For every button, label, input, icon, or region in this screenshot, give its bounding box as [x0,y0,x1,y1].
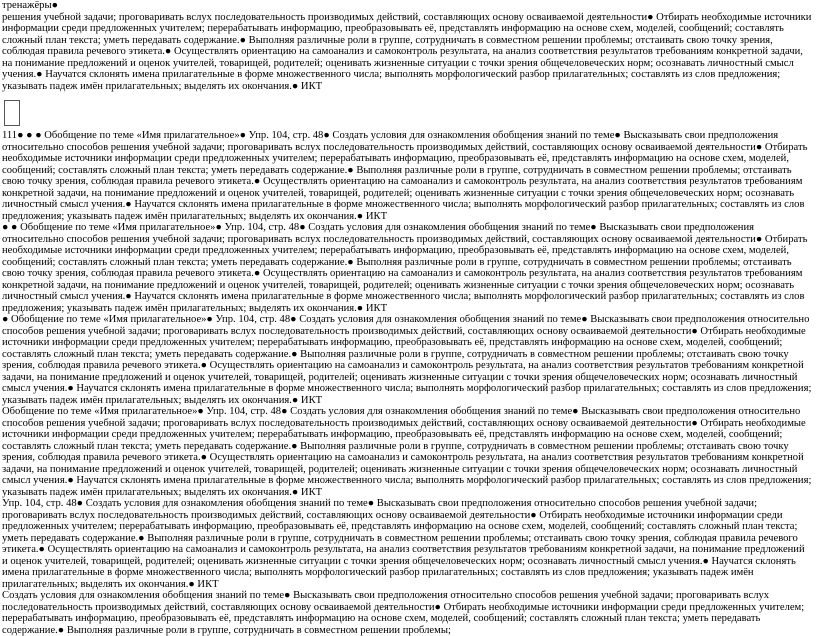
checkbox-row [2,92,812,130]
document-body [2,0,812,636]
paragraph-repeat-3: Обобщение по теме «Имя прилагательное»● Упр. 104, стр. 48● Создать условия для ознакомления обобщения знаний по теме● Высказывать свои предположения относительно способов решения учебной задачи; проговаривать вслух последовательность производимых действий, составляющих основу осваиваемой деятельности● Отбирать необходимые источники информации среди предложенных учителем; перерабатывать информацию, преобразовывать её, представлять информацию на основе схем, моделей, сообщений; составлять сложный план текста; уметь передавать содержание.● Выполняя различные роли в группе, сотрудничать в совместном решении проблемы; отстаивать свою точку зрения, соблюдая правила речевого этикета.● Осуществлять ориентацию на самоанализ и самоконтроль результата, на анализ соответствия результатов требованиям конкретной задачи, на понимание предложений и оценок учителей, товарищей, родителей; оценивать жизненные ситуации с точки зрения общечеловеческих норм; осознавать личностный смысл учения.● Научатся склонять имена прилагательные в форме множественного числа; выполнять морфологический разбор прилагательных; составлять из слов предложения; указывать падеж имён прилагательных; выделять их окончания.● ИКТ [2,406,812,498]
paragraph-repeat-2: ● Обобщение по теме «Имя прилагательное»● Упр. 104, стр. 48● Создать условия для ознакомления обобщения знаний по теме● Высказывать свои предположения относительно способов решения учебной задачи; проговаривать вслух последовательность производимых действий, составляющих основу осваиваемой деятельности● Отбирать необходимые источники информации среди предложенных учителем; перерабатывать информацию, преобразовывать её, представлять информацию на основе схем, моделей, сообщений; составлять сложный план текста; уметь передавать содержание.● Выполняя различные роли в группе, сотрудничать в совместном решении проблемы; отстаивать свою точку зрения, соблюдая правила речевого этикета.● Осуществлять ориентацию на самоанализ и самоконтроль результата, на анализ соответствия результатов требованиям конкретной задачи, на понимание предложений и оценок учителей, товарищей, родителей; оценивать жизненные ситуации с точки зрения общечеловеческих норм; осознавать личностный смысл учения.● Научатся склонять имена прилагательные в форме множественного числа; выполнять морфологический разбор прилагательных; составлять из слов предложения; указывать падеж имён прилагательных; выделять их окончания.● ИКТ [2,314,812,406]
paragraph-repeat-4: Упр. 104, стр. 48● Создать условия для ознакомления обобщения знаний по теме● Высказывать свои предположения относительно способов решения учебной задачи; проговаривать вслух последовательность производимых действий, составляющих основу осваиваемой деятельности● Отбирать необходимые источники информации среди предложенных учителем; перерабатывать информацию, преобразовывать её, представлять информацию на основе схем, моделей, сообщений; составлять сложный план текста; уметь передавать содержание.● Выполняя различные роли в группе, сотрудничать в совместном решении проблемы; отстаивать свою точку зрения, соблюдая правила речевого этикета.● Осуществлять ориентацию на самоанализ и самоконтроль результата, на анализ соответствия результатов требованиям конкретной задачи, на понимание предложений и оценок учителей, товарищей, родителей; оценивать жизненные ситуации с точки зрения общечеловеческих норм; осознавать личностный смысл учения.● Научатся склонять имена прилагательные в форме множественного числа; выполнять морфологический разбор прилагательных; составлять из слов предложения; указывать падеж имён прилагательных; выделять их окончания.● ИКТ [2,498,805,590]
paragraph-repeat-1: ● ● Обобщение по теме «Имя прилагательное»● Упр. 104, стр. 48● Создать условия для ознакомления обобщения знаний по теме● Высказывать свои предположения относительно способов решения учебной задачи; проговаривать вслух последовательность производимых действий, составляющих основу осваиваемой деятельности● Отбирать необходимые источники информации среди предложенных учителем; перерабатывать информацию, преобразовывать её, представлять информацию на основе схем, моделей, сообщений; составлять сложный план текста; уметь передавать содержание.● Выполняя различные роли в группе, сотрудничать в совместном решении проблемы; отстаивать свою точку зрения, соблюдая правила речевого этикета.● Осуществлять ориентацию на самоанализ и самоконтроль результата, на анализ соответствия результатов требованиям конкретной задачи, на понимание предложений и оценок учителей, товарищей, родителей; оценивать жизненные ситуации с точки зрения общечеловеческих норм; осознавать личностный смысл учения.● Научатся склонять имена прилагательные в форме множественного числа; выполнять морфологический разбор прилагательных; составлять из слов предложения; указывать падеж имён прилагательных; выделять их окончания.● ИКТ [2,222,808,314]
paragraph-trenazhery: тренажёры● [2,0,58,11]
checkbox-box[interactable] [4,100,20,126]
paragraph-repeat-5: Создать условия для ознакомления обобщения знаний по теме● Высказывать свои предположения относительно способов решения учебной задачи; проговаривать вслух последовательность производимых действий, составляющих основу осваиваемой деятельности● Отбирать необходимые источники информации среди предложенных учителем; перерабатывать информацию, преобразовывать её, представлять информацию на основе схем, моделей, сообщений; составлять сложный план текста; уметь передавать содержание.● Выполняя различные роли в группе, сотрудничать в совместном решении проблемы; [2,590,805,636]
paragraph-continuation: решения учебной задачи; проговаривать вслух последовательность производимых действий, составляющих основу осваиваемой деятельности● Отбирать необходимые источники информации среди предложенных учителем; перерабатывать информацию, преобразовывать её, представлять информацию на основе схем, моделей, сообщений; составлять сложный план текста; уметь передавать содержание.● Выполняя различные роли в группе, сотрудничать в совместном решении проблемы; отстаивать свою точку зрения, соблюдая правила речевого этикета.● Осуществлять ориентацию на самоанализ и самоконтроль результата, на анализ соответствия результатов требованиям конкретной задачи, на понимание предложений и оценок учителей, товарищей, родителей; оценивать жизненные ситуации с точки зрения общечеловеческих норм; осознавать личностный смысл учения.● Научатся склонять имена прилагательные в форме множественного числа; выполнять морфологический разбор прилагательных; составлять из слов предложения; указывать падеж имён прилагательных; выделять их окончания.● ИКТ [2,11,812,92]
paragraph-lesson-111: 111● ● ● Обобщение по теме «Имя прилагательное»● Упр. 104, стр. 48● Создать условия для ознакомления обобщения знаний по теме● Высказывать свои предположения относительно способов решения учебной задачи; проговаривать вслух последовательность производимых действий, составляющих основу осваиваемой деятельности● Отбирать необходимые источники информации среди предложенных учителем; перерабатывать информацию, преобразовывать её, представлять информацию на основе схем, моделей, сообщений; составлять сложный план текста; уметь передавать содержание.● Выполняя различные роли в группе, сотрудничать в совместном решении проблемы; отстаивать свою точку зрения, соблюдая правила речевого этикета.● Осуществлять ориентацию на самоанализ и самоконтроль результата, на анализ соответствия результатов требованиям конкретной задачи, на понимание предложений и оценок учителей, товарищей, родителей; оценивать жизненные ситуации с точки зрения общечеловеческих норм; осознавать личностный смысл учения.● Научатся склонять имена прилагательные в форме множественного числа; выполнять морфологический разбор прилагательных; составлять из слов предложения; указывать падеж имён прилагательных; выделять их окончания.● ИКТ [2,130,808,222]
